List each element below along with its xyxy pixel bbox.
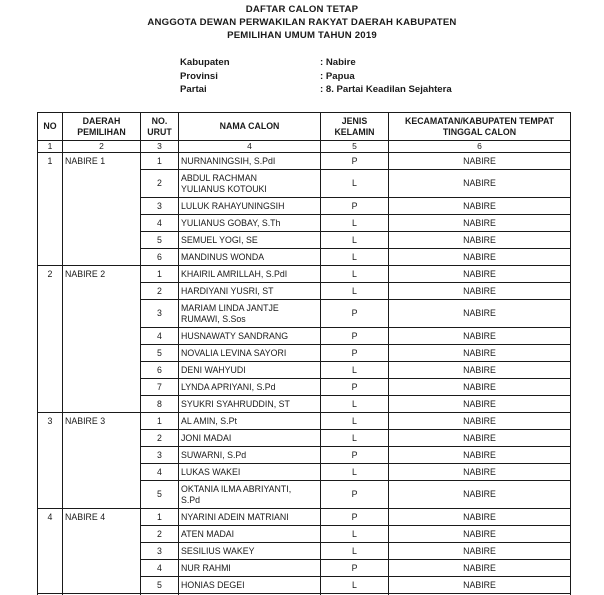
cell-tempat-tinggal: NABIRE	[389, 396, 571, 413]
document-title	[0, 3, 604, 42]
cell-nama-calon: SYUKRI SYAHRUDDIN, ST	[179, 396, 321, 413]
cell-no-urut: 2	[141, 170, 179, 198]
header-no-urut: NO. URUT	[141, 113, 179, 141]
cell-nama-calon: SEMUEL YOGI, SE	[179, 232, 321, 249]
cell-nama-calon: YULIANUS GOBAY, S.Th	[179, 215, 321, 232]
cell-jenis-kelamin: L	[321, 266, 389, 283]
column-number: 4	[179, 141, 321, 153]
cell-nama-calon: MANDINUS WONDA	[179, 249, 321, 266]
cell-no: 2	[38, 266, 63, 413]
cell-tempat-tinggal: NABIRE	[389, 430, 571, 447]
cell-nama-calon: ATEN MADAI	[179, 526, 321, 543]
cell-jenis-kelamin: P	[321, 198, 389, 215]
cell-jenis-kelamin: P	[321, 345, 389, 362]
cell-tempat-tinggal: NABIRE	[389, 266, 571, 283]
cell-no-urut: 3	[141, 300, 179, 328]
cell-tempat-tinggal: NABIRE	[389, 379, 571, 396]
cell-no-urut: 3	[141, 447, 179, 464]
cell-tempat-tinggal: NABIRE	[389, 215, 571, 232]
cell-no-urut: 5	[141, 345, 179, 362]
column-number: 6	[389, 141, 571, 153]
cell-nama-calon: HONIAS DEGEI	[179, 577, 321, 594]
cell-no: 1	[38, 153, 63, 266]
cell-nama-calon: OKTANIA ILMA ABRIYANTI, S.Pd	[179, 481, 321, 509]
cell-tempat-tinggal: NABIRE	[389, 345, 571, 362]
cell-nama-calon: JONI MADAI	[179, 430, 321, 447]
cell-jenis-kelamin: P	[321, 328, 389, 345]
info-label-provinsi: Provinsi	[180, 70, 218, 82]
table-header-row	[38, 113, 571, 141]
cell-no-urut: 5	[141, 232, 179, 249]
cell-jenis-kelamin: L	[321, 526, 389, 543]
cell-nama-calon: HARDIYANI YUSRI, ST	[179, 283, 321, 300]
cell-jenis-kelamin: L	[321, 413, 389, 430]
cell-tempat-tinggal: NABIRE	[389, 560, 571, 577]
cell-no-urut: 5	[141, 577, 179, 594]
table-row	[38, 413, 571, 430]
cell-tempat-tinggal: NABIRE	[389, 413, 571, 430]
info-row-provinsi	[180, 70, 452, 84]
cell-jenis-kelamin: L	[321, 577, 389, 594]
cell-jenis-kelamin: P	[321, 379, 389, 396]
cell-nama-calon: SUWARNI, S.Pd	[179, 447, 321, 464]
cell-daerah-pemilihan: NABIRE 1	[63, 153, 141, 266]
cell-tempat-tinggal: NABIRE	[389, 526, 571, 543]
cell-no-urut: 1	[141, 413, 179, 430]
cell-nama-calon: LYNDA APRIYANI, S.Pd	[179, 379, 321, 396]
cell-tempat-tinggal: NABIRE	[389, 481, 571, 509]
cell-no-urut: 6	[141, 249, 179, 266]
cell-no-urut: 4	[141, 215, 179, 232]
info-label-partai: Partai	[180, 84, 207, 95]
cell-no-urut: 1	[141, 266, 179, 283]
cell-tempat-tinggal: NABIRE	[389, 153, 571, 170]
cell-no-urut: 2	[141, 526, 179, 543]
title-line-1: DAFTAR CALON TETAP	[245, 4, 359, 15]
cell-jenis-kelamin: P	[321, 481, 389, 509]
column-number: 3	[141, 141, 179, 153]
cell-no-urut: 7	[141, 379, 179, 396]
cell-jenis-kelamin: P	[321, 509, 389, 526]
cell-daerah-pemilihan: NABIRE 3	[63, 413, 141, 509]
column-number: 5	[321, 141, 389, 153]
cell-daerah-pemilihan: NABIRE 2	[63, 266, 141, 413]
cell-tempat-tinggal: NABIRE	[389, 362, 571, 379]
cell-nama-calon: SESILIUS WAKEY	[179, 543, 321, 560]
cell-nama-calon: LULUK RAHAYUNINGSIH	[179, 198, 321, 215]
cell-jenis-kelamin: L	[321, 464, 389, 481]
cell-no-urut: 4	[141, 328, 179, 345]
header-jenis-kelamin: JENIS KELAMIN	[321, 113, 389, 141]
cell-tempat-tinggal: NABIRE	[389, 577, 571, 594]
header-daerah-pemilihan: DAERAH PEMILIHAN	[63, 113, 141, 141]
header-no: NO	[38, 113, 63, 141]
cell-tempat-tinggal: NABIRE	[389, 328, 571, 345]
cell-tempat-tinggal: NABIRE	[389, 249, 571, 266]
cell-jenis-kelamin: P	[321, 153, 389, 170]
table-row	[38, 509, 571, 526]
cell-daerah-pemilihan: NABIRE 4	[63, 509, 141, 594]
cell-jenis-kelamin: L	[321, 362, 389, 379]
cell-jenis-kelamin: L	[321, 396, 389, 413]
column-number: 1	[38, 141, 63, 153]
cell-nama-calon: NYARINI ADEIN MATRIANI	[179, 509, 321, 526]
info-value-kabupaten: : Nabire	[320, 57, 356, 68]
cell-tempat-tinggal: NABIRE	[389, 283, 571, 300]
cell-no: 3	[38, 413, 63, 509]
info-value-partai: : 8. Partai Keadilan Sejahtera	[320, 84, 452, 95]
column-number: 2	[63, 141, 141, 153]
cell-nama-calon: NUR RAHMI	[179, 560, 321, 577]
title-line-3: PEMILIHAN UMUM TAHUN 2019	[227, 30, 377, 41]
cell-tempat-tinggal: NABIRE	[389, 300, 571, 328]
cell-no-urut: 4	[141, 560, 179, 577]
cell-nama-calon: LUKAS WAKEI	[179, 464, 321, 481]
cell-no-urut: 2	[141, 283, 179, 300]
table-row	[38, 266, 571, 283]
cell-no-urut: 2	[141, 430, 179, 447]
cell-no-urut: 3	[141, 198, 179, 215]
document-info	[180, 56, 452, 97]
cell-tempat-tinggal: NABIRE	[389, 543, 571, 560]
cell-jenis-kelamin: P	[321, 447, 389, 464]
cell-jenis-kelamin: L	[321, 170, 389, 198]
cell-nama-calon: AL AMIN, S.Pt	[179, 413, 321, 430]
info-label-kabupaten: Kabupaten	[180, 57, 230, 68]
header-tempat-tinggal: KECAMATAN/KABUPATEN TEMPAT TINGGAL CALON	[389, 113, 571, 141]
cell-no-urut: 1	[141, 509, 179, 526]
cell-nama-calon: DENI WAHYUDI	[179, 362, 321, 379]
cell-nama-calon: MARIAM LINDA JANTJE RUMAWI, S.Sos	[179, 300, 321, 328]
cell-jenis-kelamin: L	[321, 232, 389, 249]
cell-no-urut: 3	[141, 543, 179, 560]
table-row	[38, 153, 571, 170]
cell-no-urut: 4	[141, 464, 179, 481]
info-row-kabupaten	[180, 56, 452, 70]
cell-jenis-kelamin: L	[321, 543, 389, 560]
header-nama-calon: NAMA CALON	[179, 113, 321, 141]
candidate-table	[37, 112, 571, 595]
cell-jenis-kelamin: L	[321, 283, 389, 300]
cell-no-urut: 8	[141, 396, 179, 413]
cell-nama-calon: NURNANINGSIH, S.PdI	[179, 153, 321, 170]
cell-nama-calon: ABDUL RACHMAN YULIANUS KOTOUKI	[179, 170, 321, 198]
title-line-2: ANGGOTA DEWAN PERWAKILAN RAKYAT DAERAH KABUPATEN	[147, 17, 457, 28]
cell-no-urut: 5	[141, 481, 179, 509]
cell-no: 4	[38, 509, 63, 594]
cell-tempat-tinggal: NABIRE	[389, 464, 571, 481]
info-value-provinsi: : Papua	[320, 70, 355, 82]
cell-jenis-kelamin: L	[321, 249, 389, 266]
cell-no-urut: 1	[141, 153, 179, 170]
cell-tempat-tinggal: NABIRE	[389, 509, 571, 526]
cell-jenis-kelamin: L	[321, 430, 389, 447]
column-number-row	[38, 141, 571, 153]
cell-tempat-tinggal: NABIRE	[389, 232, 571, 249]
cell-jenis-kelamin: P	[321, 560, 389, 577]
cell-no-urut: 6	[141, 362, 179, 379]
cell-jenis-kelamin: P	[321, 300, 389, 328]
cell-nama-calon: HUSNAWATY SANDRANG	[179, 328, 321, 345]
info-row-partai	[180, 83, 452, 97]
cell-tempat-tinggal: NABIRE	[389, 170, 571, 198]
cell-nama-calon: NOVALIA LEVINA SAYORI	[179, 345, 321, 362]
cell-nama-calon: KHAIRIL AMRILLAH, S.PdI	[179, 266, 321, 283]
cell-tempat-tinggal: NABIRE	[389, 198, 571, 215]
table-body	[38, 153, 571, 595]
cell-tempat-tinggal: NABIRE	[389, 447, 571, 464]
cell-jenis-kelamin: L	[321, 215, 389, 232]
